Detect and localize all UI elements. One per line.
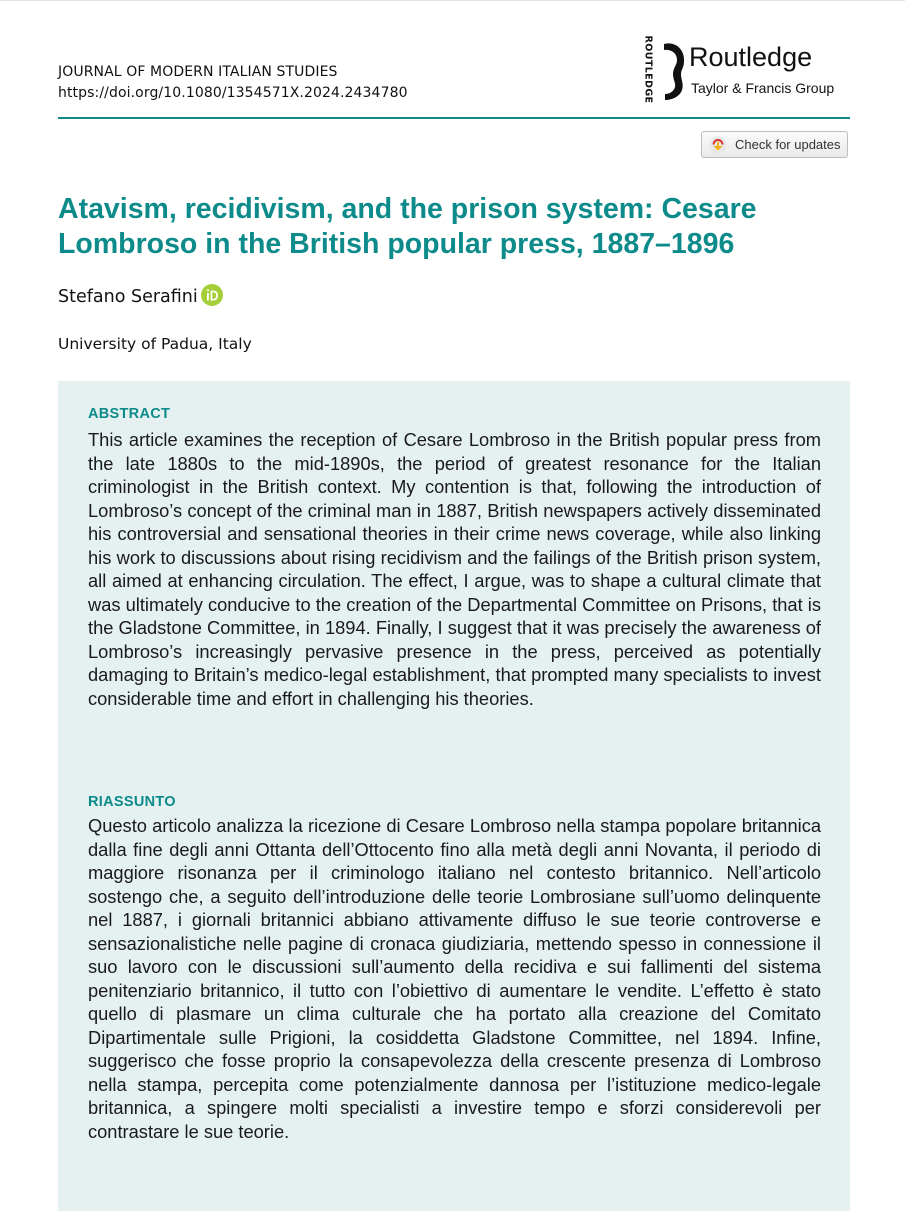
journal-header [58,62,408,104]
abstract-text: This article examines the reception of Cesare Lombroso in the British popular press from the late 1880s to the mid-1890s, the period of greatest resonance for the Italian criminologist in the British context. My contention is that, following the introduction of Lombroso’s concept of the criminal man in 1887, British newspapers actively disseminated his controversial and sensational theories in their crime news coverage, while also linking his work to discussions about rising recidivism and the failings of the British prison system, all aimed at enhancing circulation. The effect, I argue, was to shape a cultural climate that was ultimately conducive to the creation of the Departmental Committee on Prisons, that is the Gladstone Committee, in 1894. Finally, I suggest that it was precisely the awareness of Lombroso’s increasingly pervasive presence in the press, perceived as potentially damaging to Britain’s medico-legal establishment, that prompted many specialists to invest considerable time and effort in challenging his theories. [88,429,821,709]
journal-name: JOURNAL OF MODERN ITALIAN STUDIES [58,64,338,80]
affiliation: University of Padua, Italy [58,335,252,353]
orcid-icon[interactable] [201,284,223,306]
riassunto-heading: RIASSUNTO [88,794,176,810]
riassunto-text: Questo articolo analizza la ricezione di Cesare Lombroso nella stampa popolare britannica dalla fine degli anni Ottanta dell’Ottocento fino alla metà degli anni Novanta, il periodo di maggiore risonanza per il criminologo italiano nel contesto britannico. Nell’articolo sostengo che, a seguito dell’introduzione delle teorie Lombrosiane sull’uomo delinquente nel 1887, i giornali britannici abbiano attivamente diffuso le sue teorie controverse e sensazionalistiche nelle pagine di cronaca giudiziaria, mettendo spesso in connessione il suo lavoro con le discussioni sull’aumento della recidiva e sui fallimenti del sistema penitenziario britannico, il tutto con l’obiettivo di aumentare le vendite. L’effetto è stato quello di plasmare un clima culturale che ha portato alla creazione del Comitato Dipartimentale sulle Prigioni, la cosiddetta Gladstone Committee, nel 1894. Infine, suggerisco che fosse proprio la consapevolezza della crescente presenza di Lombroso nella stampa, percepita come potenzialmente dannosa per l’istituzione medico-legale britannica, a spingere molti specialisti a investire tempo e sforzi considerevoli per contrastare le sue teorie. [88,815,821,1142]
author [58,284,223,307]
check-for-updates-icon [709,136,727,154]
check-for-updates-label: Check for updates [735,137,841,152]
publisher-vertical-text: ROUTLEDGE [642,35,654,104]
header-divider [58,117,850,119]
doi-link[interactable]: https://doi.org/10.1080/1354571X.2024.2434780 [58,85,408,101]
abstract-heading: ABSTRACT [88,406,171,422]
article-title: Atavism, recidivism, and the prison system: Cesare Lombroso in the British popular press, 1887–1896 [58,193,757,260]
author-name: Stefano Serafini [58,287,198,307]
publisher-logo[interactable] [636,35,866,104]
top-border [0,0,905,1]
publisher-name: Routledge [689,42,813,72]
publisher-subtitle: Taylor & Francis Group [691,80,835,96]
check-for-updates-button[interactable] [701,131,848,158]
routledge-head-icon [654,40,686,102]
